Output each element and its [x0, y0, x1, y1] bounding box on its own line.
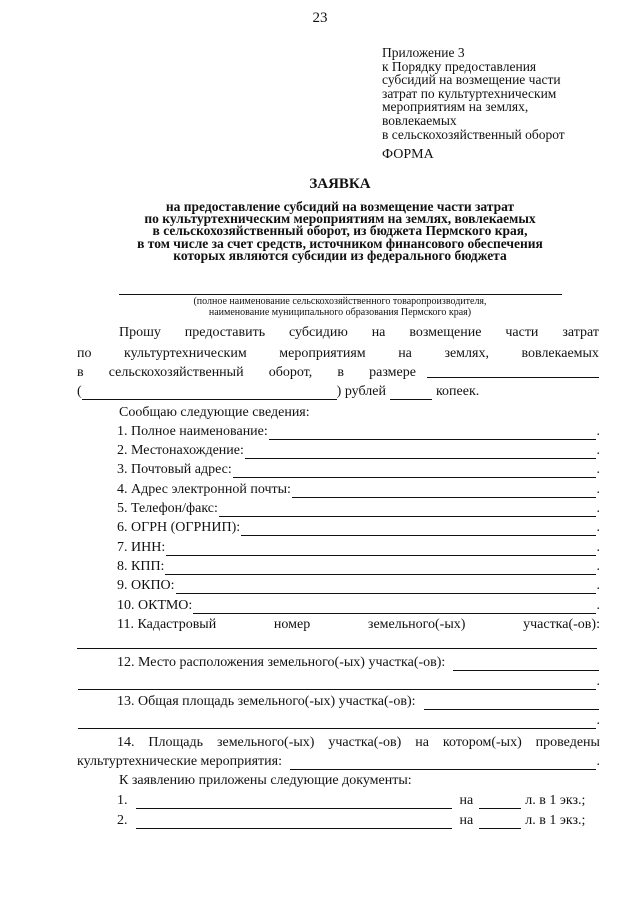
oktmo-input[interactable] — [193, 601, 595, 614]
field-label: 6. ОГРН (ОГРНИП): — [117, 520, 241, 535]
info-intro: Сообщаю следующие сведения: — [119, 405, 310, 420]
field-label: культуртехнические мероприятия: — [77, 754, 282, 769]
appendix-line: вовлекаемых — [382, 112, 457, 128]
total-area-input-2[interactable] — [78, 716, 596, 729]
word: предоставить — [184, 325, 266, 340]
applicant-caption — [0, 296, 640, 318]
appendix-line: затрат по культуртехническим — [382, 85, 557, 101]
ogrn-input[interactable] — [241, 523, 595, 536]
okpo-input[interactable] — [176, 581, 596, 594]
word: 11. Кадастровый — [117, 617, 217, 632]
full-name-input[interactable] — [269, 427, 596, 440]
kopeks-field[interactable] — [390, 387, 432, 400]
amount-words-field[interactable] — [82, 387, 337, 400]
appendix-line: мероприятиям на землях, — [382, 99, 529, 115]
period: . — [596, 443, 600, 458]
field-label: 4. Адрес электронной почты: — [117, 482, 291, 497]
document-number: 2. — [117, 813, 128, 828]
appendix-block — [382, 46, 565, 141]
cadastral-input[interactable] — [77, 648, 597, 649]
caption-line: наименование муниципального образования Пермского края) — [208, 307, 472, 318]
field-full-name — [117, 424, 600, 440]
caption-line: (полное наименование сельскохозяйственного товаропроизводителя, — [193, 296, 487, 307]
field-inn — [117, 540, 600, 556]
period: . — [596, 674, 600, 689]
word: Прошу — [119, 325, 161, 340]
request-line-3 — [77, 365, 416, 381]
plot-location-input[interactable] — [453, 658, 599, 671]
word: в — [337, 365, 344, 380]
plot-location-input-2[interactable] — [78, 677, 596, 690]
field-plot-location-cont — [77, 674, 600, 690]
email-input[interactable] — [292, 485, 596, 498]
amount-digits-field[interactable] — [427, 377, 599, 378]
field-label: 12. Место расположения земельного(-ых) участка(-ов): — [117, 655, 446, 670]
word: Площадь — [148, 735, 204, 750]
document-title: ЗАЯВКА — [309, 176, 371, 192]
field-label: 2. Местонахождение: — [117, 443, 244, 458]
period: . — [596, 462, 600, 477]
field-improved-area — [117, 735, 600, 751]
period: . — [596, 598, 600, 613]
rubles-label: ) рублей — [336, 384, 386, 399]
word: культуртехническим — [124, 346, 247, 361]
word: оборот, — [268, 365, 313, 380]
field-total-area — [117, 694, 600, 710]
word: земельного(-ых) — [216, 735, 315, 750]
field-postal-address — [117, 462, 600, 478]
period: . — [596, 713, 600, 728]
subtitle-line: по культуртехническим мероприятиям на землях, вовлекаемых — [144, 211, 536, 227]
document-suffix: л. в 1 экз.; — [525, 793, 586, 808]
word: размере — [369, 365, 416, 380]
subtitle-line: на предоставление субсидий на возмещение части затрат — [165, 199, 515, 214]
document-name-input[interactable] — [136, 796, 452, 809]
period: . — [596, 482, 600, 497]
page-number: 23 — [312, 10, 328, 26]
field-plot-location — [117, 655, 600, 671]
subtitle-line: в том числе за счет средств, источником финансового обеспечения — [137, 235, 543, 251]
field-label: 3. Почтовый адрес: — [117, 462, 232, 477]
subtitle-line: которых являются субсидии из федерального бюджета — [173, 247, 507, 263]
document-na: на — [459, 813, 474, 828]
period: . — [596, 578, 600, 593]
inn-input[interactable] — [166, 543, 595, 556]
subtitle-line: в сельскохозяйственный оборот, из бюджета Пермского края, — [152, 223, 528, 239]
period: . — [596, 559, 600, 574]
field-kpp — [117, 559, 600, 575]
open-paren: ( — [77, 384, 82, 399]
word: земельного(-ых) — [367, 617, 466, 632]
word: возмещение — [409, 325, 482, 340]
word: проведены — [535, 735, 600, 750]
appendix-line: субсидий на возмещение части — [382, 72, 561, 88]
request-line-1 — [119, 325, 599, 341]
field-email — [117, 482, 600, 498]
word: номер — [273, 617, 311, 632]
word: в — [77, 365, 84, 380]
field-label: 9. ОКПО: — [117, 578, 175, 593]
kpp-input[interactable] — [165, 562, 595, 575]
field-label: 1. Полное наименование: — [117, 424, 268, 439]
word: по — [77, 346, 92, 361]
docs-intro: К заявлению приложены следующие документы: — [119, 773, 412, 788]
postal-address-input[interactable] — [233, 465, 596, 478]
document-number: 1. — [117, 793, 128, 808]
amount-words-row — [77, 384, 607, 400]
applicant-name-line[interactable] — [119, 294, 562, 295]
field-okpo — [117, 578, 600, 594]
field-label: 10. ОКТМО: — [117, 598, 193, 613]
document-item — [117, 813, 597, 829]
field-phone-fax — [117, 501, 600, 517]
phone-fax-input[interactable] — [219, 504, 596, 517]
word: участка(-ов): — [523, 617, 600, 632]
field-oktmo — [117, 598, 600, 614]
field-label: 5. Телефон/факс: — [117, 501, 218, 516]
word: затрат — [562, 325, 599, 340]
field-cadastral — [117, 617, 600, 633]
document-suffix: л. в 1 экз.; — [525, 813, 586, 828]
field-location — [117, 443, 600, 459]
word: субсидию — [289, 325, 348, 340]
appendix-line: Приложение 3 — [382, 45, 465, 60]
total-area-input[interactable] — [424, 697, 600, 710]
field-ogrn — [117, 520, 600, 536]
field-label: 8. КПП: — [117, 559, 165, 574]
field-label: 7. ИНН: — [117, 540, 166, 555]
document-name-input[interactable] — [136, 816, 452, 829]
period: . — [596, 540, 600, 555]
period: . — [596, 501, 600, 516]
word: сельскохозяйственный — [108, 365, 244, 380]
field-improved-area-cont — [77, 754, 600, 770]
document-na: на — [459, 793, 474, 808]
period: . — [596, 424, 600, 439]
location-input[interactable] — [245, 446, 596, 459]
word: котором(-ых) — [442, 735, 522, 750]
word: мероприятиям — [279, 346, 366, 361]
word: на — [398, 346, 412, 361]
document-pages-input[interactable] — [479, 796, 521, 809]
field-label: 13. Общая площадь земельного(-ых) участка(-ов): — [117, 694, 416, 709]
request-line-2 — [77, 346, 599, 362]
word: вовлекаемых — [521, 346, 599, 361]
form-label: ФОРМА — [382, 147, 434, 162]
word: землях, — [444, 346, 489, 361]
kopeks-label: копеек. — [435, 384, 480, 399]
word: части — [505, 325, 539, 340]
word: 14. — [117, 735, 135, 750]
document-subtitle — [0, 201, 640, 262]
period: . — [596, 754, 600, 769]
improved-area-input[interactable] — [290, 757, 596, 770]
document-item — [117, 793, 597, 809]
field-total-area-cont — [77, 713, 600, 729]
appendix-line: к Порядку предоставления — [382, 58, 537, 74]
word: участка(-ов) — [328, 735, 402, 750]
word: на — [415, 735, 429, 750]
word: на — [371, 325, 386, 340]
period: . — [596, 520, 600, 535]
appendix-line: в сельскохозяйственный оборот — [382, 126, 565, 142]
document-pages-input[interactable] — [479, 816, 521, 829]
